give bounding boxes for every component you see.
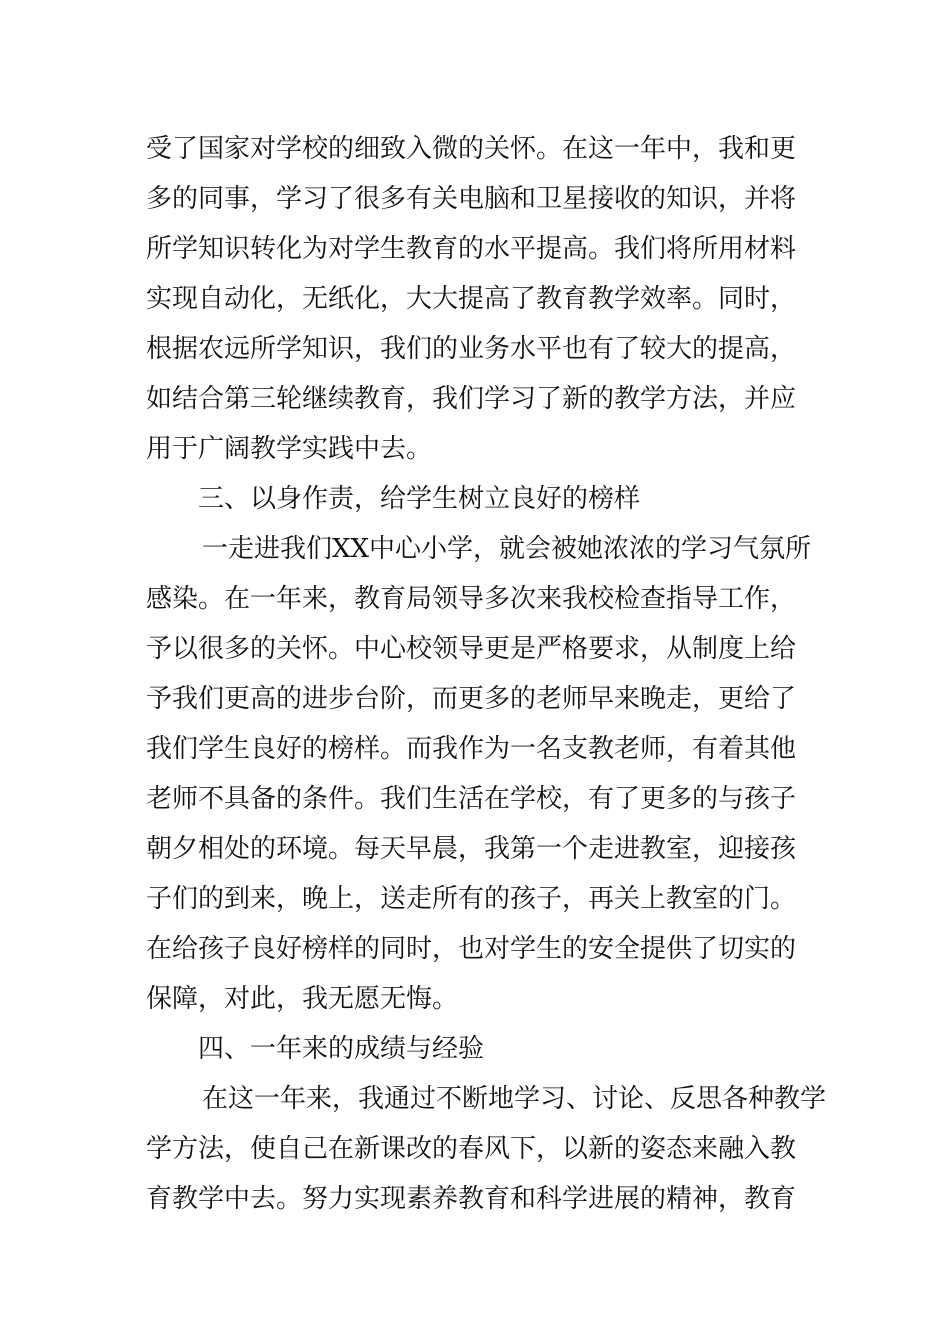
paragraph-line: 感染。在一年来，教育局领导多次来我校检查指导工作， — [146, 584, 797, 614]
paragraph-line: 一走进我们XX中心小学，就会被她浓浓的学习气氛所 — [202, 534, 812, 564]
paragraph-line: 予以很多的关怀。中心校领导更是严格要求，从制度上给 — [146, 634, 797, 664]
paragraph-line: 学方法，使自己在新课改的春风下，以新的姿态来融入教 — [146, 1134, 797, 1164]
paragraph-line: 实现自动化，无纸化，大大提高了教育教学效率。同时， — [146, 284, 797, 314]
paragraph-line: 在这一年来，我通过不断地学习、讨论、反思各种教学 — [202, 1084, 827, 1114]
paragraph-line: 多的同事，学习了很多有关电脑和卫星接收的知识，并将 — [146, 184, 797, 214]
paragraph-line: 朝夕相处的环境。每天早晨，我第一个走进教室，迎接孩 — [146, 834, 797, 864]
paragraph-line: 在给孩子良好榜样的同时，也对学生的安全提供了切实的 — [146, 934, 797, 964]
paragraph-line: 我们学生良好的榜样。而我作为一名支教老师，有着其他 — [146, 734, 797, 764]
section-heading: 三、以身作责，给学生树立良好的榜样 — [198, 484, 641, 514]
paragraph-line: 如结合第三轮继续教育，我们学习了新的教学方法，并应 — [146, 384, 797, 414]
paragraph-line: 受了国家对学校的细致入微的关怀。在这一年中，我和更 — [146, 134, 797, 164]
document-body — [146, 124, 826, 1224]
paragraph-line: 保障，对此，我无愿无悔。 — [146, 984, 459, 1014]
section-heading: 四、一年来的成绩与经验 — [198, 1034, 485, 1064]
paragraph-line: 予我们更高的进步台阶，而更多的老师早来晚走，更给了 — [146, 684, 797, 714]
paragraph-line: 所学知识转化为对学生教育的水平提高。我们将所用材料 — [146, 234, 797, 264]
paragraph-line: 育教学中去。努力实现素养教育和科学进展的精神，教育 — [146, 1184, 797, 1214]
paragraph-line: 子们的到来，晚上，送走所有的孩子，再关上教室的门。 — [146, 884, 797, 914]
paragraph-line: 用于广阔教学实践中去。 — [146, 434, 433, 464]
paragraph-line: 老师不具备的条件。我们生活在学校，有了更多的与孩子 — [146, 784, 797, 814]
paragraph-line: 根据农远所学知识，我们的业务水平也有了较大的提高， — [146, 334, 797, 364]
